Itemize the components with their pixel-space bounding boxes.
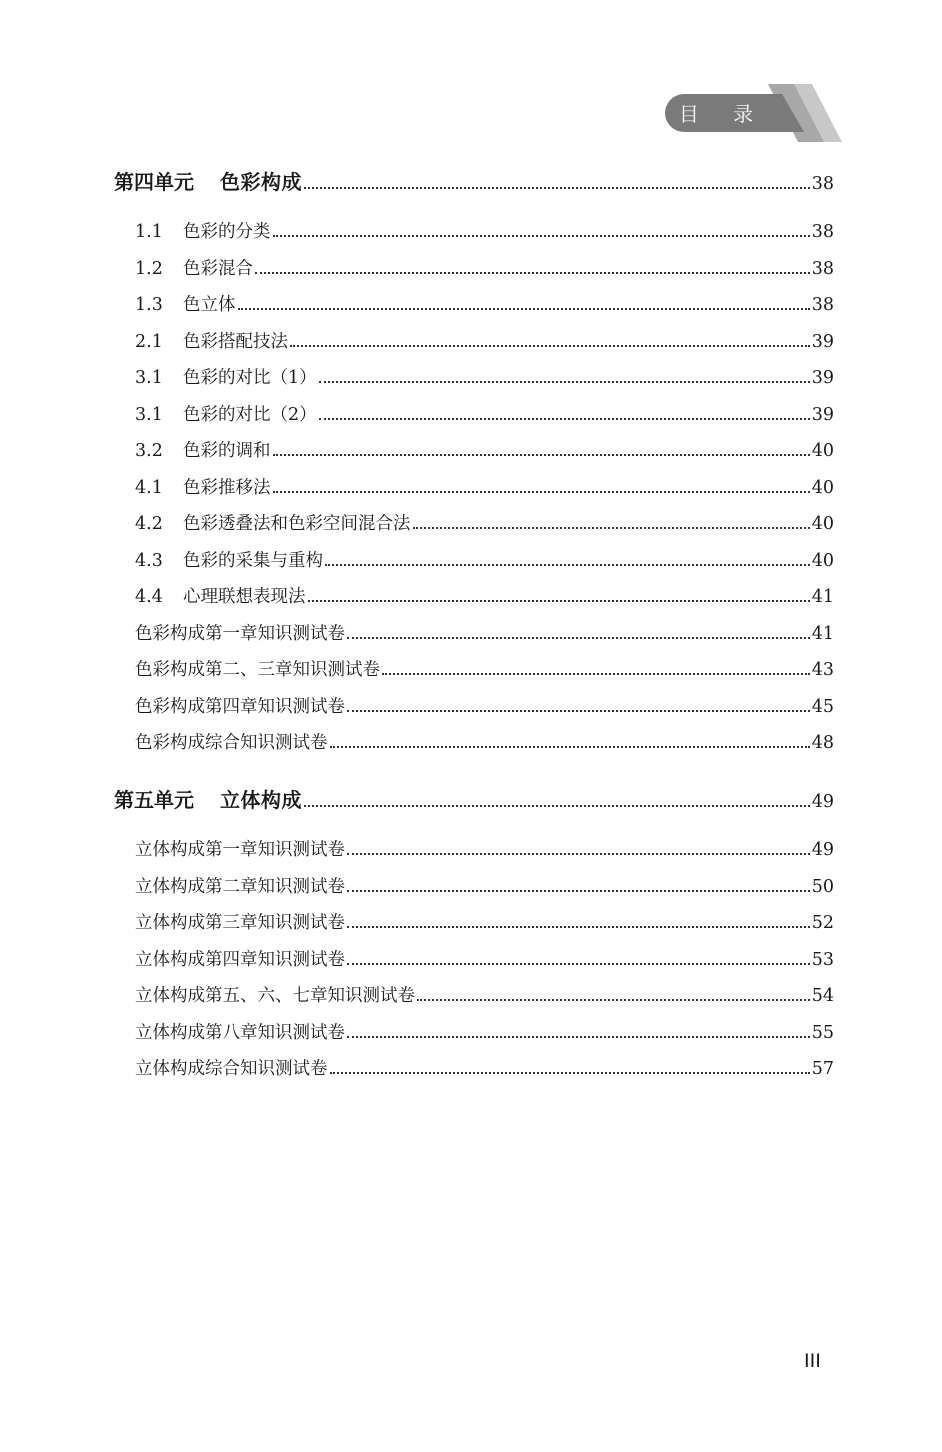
dot-leader <box>308 599 810 602</box>
entry-page: 45 <box>811 696 834 717</box>
entry-label: 色彩的对比（2） <box>183 404 317 425</box>
toc-title: 目 录 <box>678 102 768 126</box>
entry-label: 立体构成综合知识测试卷 <box>135 1059 328 1079</box>
entry-number: 4.2 <box>135 514 163 534</box>
dot-leader <box>347 636 810 639</box>
entry-number: 1.2 <box>135 258 163 279</box>
dot-leader <box>273 490 810 493</box>
dot-leader <box>347 962 810 965</box>
unit-number: 第四单元 <box>114 170 194 194</box>
entry-label: 色彩的采集与重构 <box>183 550 323 571</box>
entry-label: 心理联想表现法 <box>183 587 306 607</box>
entry-label: 立体构成第八章知识测试卷 <box>135 1022 345 1043</box>
toc-entry-row[interactable] <box>135 836 834 861</box>
entry-label: 色彩透叠法和色彩空间混合法 <box>183 514 411 534</box>
toc-entry-row[interactable] <box>135 693 834 718</box>
unit-page: 49 <box>811 792 834 812</box>
toc-entry-row[interactable] <box>135 328 834 353</box>
dot-leader <box>417 998 810 1001</box>
entry-label: 色彩推移法 <box>183 477 271 498</box>
entry-number: 4.1 <box>135 477 163 498</box>
dot-leader <box>319 380 810 383</box>
entry-label: 色彩构成第四章知识测试卷 <box>135 696 345 717</box>
entry-page: 41 <box>811 623 834 644</box>
entry-number: 2.1 <box>135 331 163 352</box>
toc-unit-row[interactable] <box>114 166 834 195</box>
entry-label: 色彩构成第一章知识测试卷 <box>135 623 345 644</box>
toc-entry-row[interactable] <box>135 291 834 316</box>
entry-page: 54 <box>811 986 834 1006</box>
entry-number: 3.1 <box>135 368 163 388</box>
entry-number: 4.3 <box>135 550 163 571</box>
entry-number: 3.1 <box>135 404 163 425</box>
dot-leader <box>290 344 810 347</box>
entry-number: 4.4 <box>135 587 163 607</box>
dot-leader <box>238 307 810 310</box>
page-number: III <box>804 1350 821 1372</box>
toc-entry-row[interactable] <box>135 946 834 971</box>
toc-entry-row[interactable] <box>135 437 834 462</box>
entry-label: 色立体 <box>183 295 236 315</box>
dot-leader <box>273 453 810 456</box>
entry-label: 立体构成第五、六、七章知识测试卷 <box>135 986 415 1006</box>
toc-header-tab <box>664 84 844 148</box>
dot-leader <box>347 925 810 928</box>
dot-leader <box>319 417 810 420</box>
entry-page: 57 <box>811 1059 834 1079</box>
dot-leader <box>347 709 810 712</box>
toc-entry-row[interactable] <box>135 982 834 1007</box>
toc-entry-row[interactable] <box>135 656 834 681</box>
unit-page: 38 <box>811 174 834 194</box>
dot-leader <box>304 804 810 807</box>
dot-leader <box>382 672 810 675</box>
entry-label: 色彩的对比（1） <box>183 368 317 388</box>
toc-entry-row[interactable] <box>135 729 834 754</box>
entry-label: 色彩构成综合知识测试卷 <box>135 733 328 753</box>
entry-number: 3.2 <box>135 441 163 461</box>
toc-entry-row[interactable] <box>135 218 834 243</box>
dot-leader <box>413 526 810 529</box>
dot-leader <box>347 1035 810 1038</box>
dot-leader <box>255 271 810 274</box>
entry-label: 色彩的调和 <box>183 441 271 461</box>
dot-leader <box>347 889 810 892</box>
dot-leader <box>273 234 810 237</box>
entry-label: 色彩混合 <box>183 258 253 279</box>
toc-entry-row[interactable] <box>135 873 834 898</box>
unit-number: 第五单元 <box>114 788 194 812</box>
entry-label: 立体构成第四章知识测试卷 <box>135 949 345 970</box>
entry-page: 41 <box>811 587 834 607</box>
dot-leader <box>325 563 810 566</box>
toc-entry-row[interactable] <box>135 1019 834 1044</box>
entry-page: 40 <box>811 477 834 498</box>
entry-label: 立体构成第二章知识测试卷 <box>135 876 345 897</box>
toc-entry-row[interactable] <box>135 909 834 934</box>
entry-page: 55 <box>811 1022 834 1043</box>
entry-page: 43 <box>811 660 834 680</box>
toc-entry-row[interactable] <box>135 255 834 280</box>
toc-entry-row[interactable] <box>135 547 834 572</box>
entry-page: 49 <box>811 840 834 860</box>
unit-title: 立体构成 <box>220 788 302 812</box>
dot-leader <box>330 745 810 748</box>
entry-page: 40 <box>811 514 834 534</box>
toc-entry-row[interactable] <box>135 510 834 535</box>
entry-page: 40 <box>811 550 834 571</box>
entry-page: 39 <box>811 368 834 388</box>
dot-leader <box>304 186 810 189</box>
toc-entry-row[interactable] <box>135 620 834 645</box>
toc-entry-row[interactable] <box>135 1055 834 1080</box>
dot-leader <box>347 852 810 855</box>
entry-label: 色彩构成第二、三章知识测试卷 <box>135 660 380 680</box>
dot-leader <box>330 1071 810 1074</box>
entry-page: 38 <box>811 258 834 279</box>
entry-number: 1.3 <box>135 295 163 315</box>
unit-title: 色彩构成 <box>220 170 302 194</box>
entry-label: 立体构成第一章知识测试卷 <box>135 840 345 860</box>
toc-entry-row[interactable] <box>135 474 834 499</box>
entry-label: 色彩搭配技法 <box>183 331 288 352</box>
entry-label: 立体构成第三章知识测试卷 <box>135 913 345 933</box>
toc-entry-row[interactable] <box>135 583 834 608</box>
entry-page: 50 <box>811 876 834 897</box>
entry-page: 39 <box>811 404 834 425</box>
entry-page: 39 <box>811 331 834 352</box>
entry-page: 40 <box>811 441 834 461</box>
entry-page: 52 <box>811 913 834 933</box>
entry-number: 1.1 <box>135 222 163 242</box>
toc-unit-row[interactable] <box>114 784 834 813</box>
entry-page: 48 <box>811 733 834 753</box>
entry-label: 色彩的分类 <box>183 222 271 242</box>
entry-page: 38 <box>811 295 834 315</box>
entry-page: 38 <box>811 222 834 242</box>
toc-entry-row[interactable] <box>135 364 834 389</box>
toc-entry-row[interactable] <box>135 401 834 426</box>
entry-page: 53 <box>811 949 834 970</box>
